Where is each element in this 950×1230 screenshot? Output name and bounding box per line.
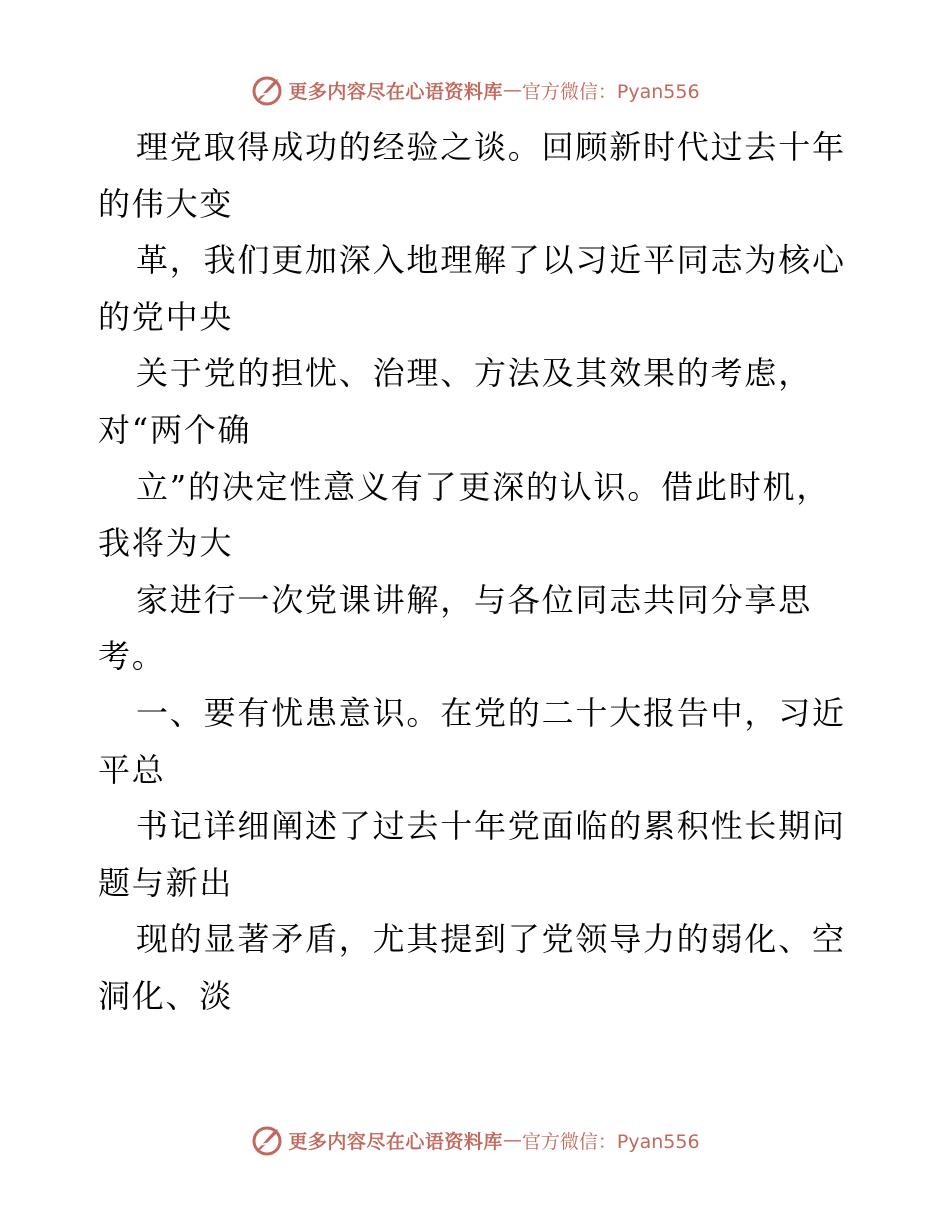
body-line: 关于党的担忧、治理、方法及其效果的考虑， xyxy=(136,354,813,393)
body-line: 现的显著矛盾，尤其提到了党领导力的弱化、空 xyxy=(136,920,846,959)
body-line: 理党取得成功的经验之谈。回顾新时代过去十年 xyxy=(136,128,846,166)
quill-pen-logo-icon xyxy=(250,1123,284,1157)
body-line: 革，我们更加深入地理解了以习近平同志为核心 xyxy=(136,241,846,280)
body-line: 洞化、淡 xyxy=(98,976,234,1015)
header-wechat-text: 官方微信：Pyan556 xyxy=(521,80,700,103)
quill-pen-logo-icon xyxy=(250,73,284,107)
footer-separator: — xyxy=(502,1129,522,1151)
header-brand-text: 更多内容尽在心语资料库 xyxy=(288,80,503,103)
header-separator: — xyxy=(502,79,522,101)
document-body xyxy=(98,119,868,1025)
body-line: 立”的决定性意义有了更深的认识。借此时机， xyxy=(136,467,831,506)
footer-banner xyxy=(0,1120,950,1160)
body-line: 书记详细阐述了过去十年党面临的累积性长期问 xyxy=(136,807,846,846)
body-line: 题与新出 xyxy=(98,863,234,902)
footer-wechat-text: 官方微信：Pyan556 xyxy=(521,1130,700,1153)
body-line: 我将为大 xyxy=(98,524,234,563)
body-line: 家进行一次党课讲解，与各位同志共同分享思 xyxy=(136,580,813,619)
body-line: 一、要有忧患意识。在党的二十大报告中，习近 xyxy=(136,693,846,732)
body-line: 的党中央 xyxy=(98,297,234,336)
body-line: 对“两个确 xyxy=(98,410,252,449)
header-banner xyxy=(0,70,950,110)
body-line: 考。 xyxy=(98,637,166,676)
body-line: 平总 xyxy=(98,750,166,789)
footer-brand-text: 更多内容尽在心语资料库 xyxy=(288,1130,503,1153)
body-line: 的伟大变 xyxy=(98,184,234,223)
